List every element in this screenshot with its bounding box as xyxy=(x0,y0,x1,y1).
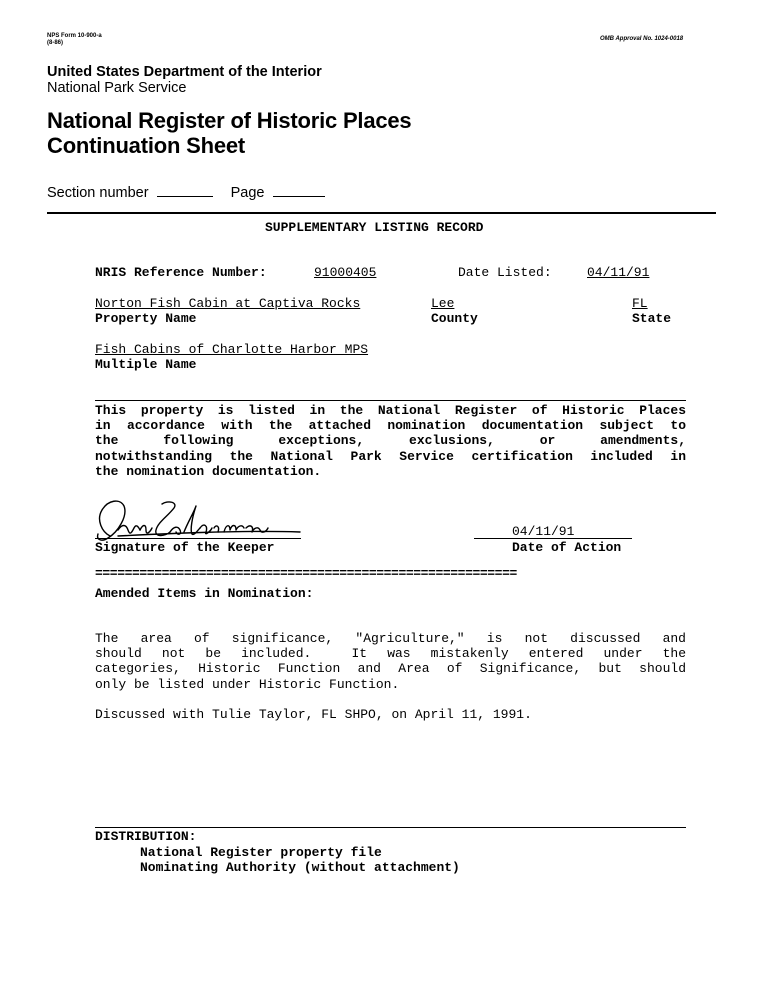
multiple-name-label: Multiple Name xyxy=(95,357,197,372)
page-number-field xyxy=(273,184,325,197)
distribution-item: National Register property file xyxy=(140,845,382,860)
section-page-line xyxy=(47,184,325,201)
amendment-paragraph xyxy=(95,631,686,692)
county-label: County xyxy=(431,311,478,326)
department-name: United States Department of the Interior xyxy=(47,64,322,80)
statement-divider xyxy=(95,400,686,401)
state-label: State xyxy=(632,311,672,326)
nris-value: 91000405 xyxy=(314,265,377,280)
distribution-divider xyxy=(95,827,686,828)
page-subtitle: Continuation Sheet xyxy=(47,133,246,158)
discussion-note: Discussed with Tulie Taylor, FL SHPO, on April 11, 1991. xyxy=(95,707,532,722)
nris-label: NRIS Reference Number: xyxy=(95,265,267,280)
page-title: National Register of Historic Places xyxy=(47,108,412,133)
page-label: Page xyxy=(230,185,265,201)
amendment-line: should not be included. It was mistakenly entered under the xyxy=(95,646,686,662)
listing-statement xyxy=(95,403,686,479)
statement-line: This property is listed in the National Register of Historic Places xyxy=(95,403,686,418)
county-value: Lee xyxy=(431,296,455,311)
statement-line: notwithstanding the National Park Service certification included in xyxy=(95,448,686,464)
signature-label: Signature of the Keeper xyxy=(95,540,275,555)
form-revision-text: (8-86) xyxy=(47,40,64,46)
statement-line: the following exceptions, exclusions, or amendments, xyxy=(95,433,686,449)
amendment-line: categories, Historic Function and Area of Significance, but should xyxy=(95,661,686,677)
form-number xyxy=(47,33,102,47)
property-name-value: Norton Fish Cabin at Captiva Rocks xyxy=(95,296,361,311)
distribution-heading: DISTRIBUTION: xyxy=(95,829,197,844)
date-of-action-line xyxy=(474,538,632,539)
property-name-label: Property Name xyxy=(95,311,197,326)
amendment-line: The area of significance, "Agriculture," is not discussed and xyxy=(95,631,686,646)
separator-line: ========================================================= xyxy=(95,566,517,581)
statement-line: the nomination documentation. xyxy=(95,463,322,479)
form-number-text: NPS Form 10-900-a xyxy=(47,33,102,39)
record-heading: SUPPLEMENTARY LISTING RECORD xyxy=(265,220,484,235)
multiple-name-value: Fish Cabins of Charlotte Harbor MPS xyxy=(95,342,369,357)
header-divider xyxy=(47,212,716,214)
date-of-action-value: 04/11/91 xyxy=(512,524,575,539)
section-number-label: Section number xyxy=(47,185,149,201)
signature-line xyxy=(95,538,301,539)
statement-line: in accordance with the attached nomination documentation subject to xyxy=(95,418,686,434)
distribution-item: Nominating Authority (without attachment) xyxy=(140,860,460,875)
date-of-action-label: Date of Action xyxy=(512,540,622,555)
state-value: FL xyxy=(632,296,648,311)
date-listed-value: 04/11/91 xyxy=(587,265,650,280)
date-listed-label: Date Listed: xyxy=(458,265,552,280)
amended-items-heading: Amended Items in Nomination: xyxy=(95,586,314,601)
omb-approval: OMB Approval No. 1024-0018 xyxy=(600,36,684,42)
agency-name: National Park Service xyxy=(47,80,187,96)
section-number-field xyxy=(157,184,213,197)
amendment-line: only be listed under Historic Function. xyxy=(95,676,400,692)
